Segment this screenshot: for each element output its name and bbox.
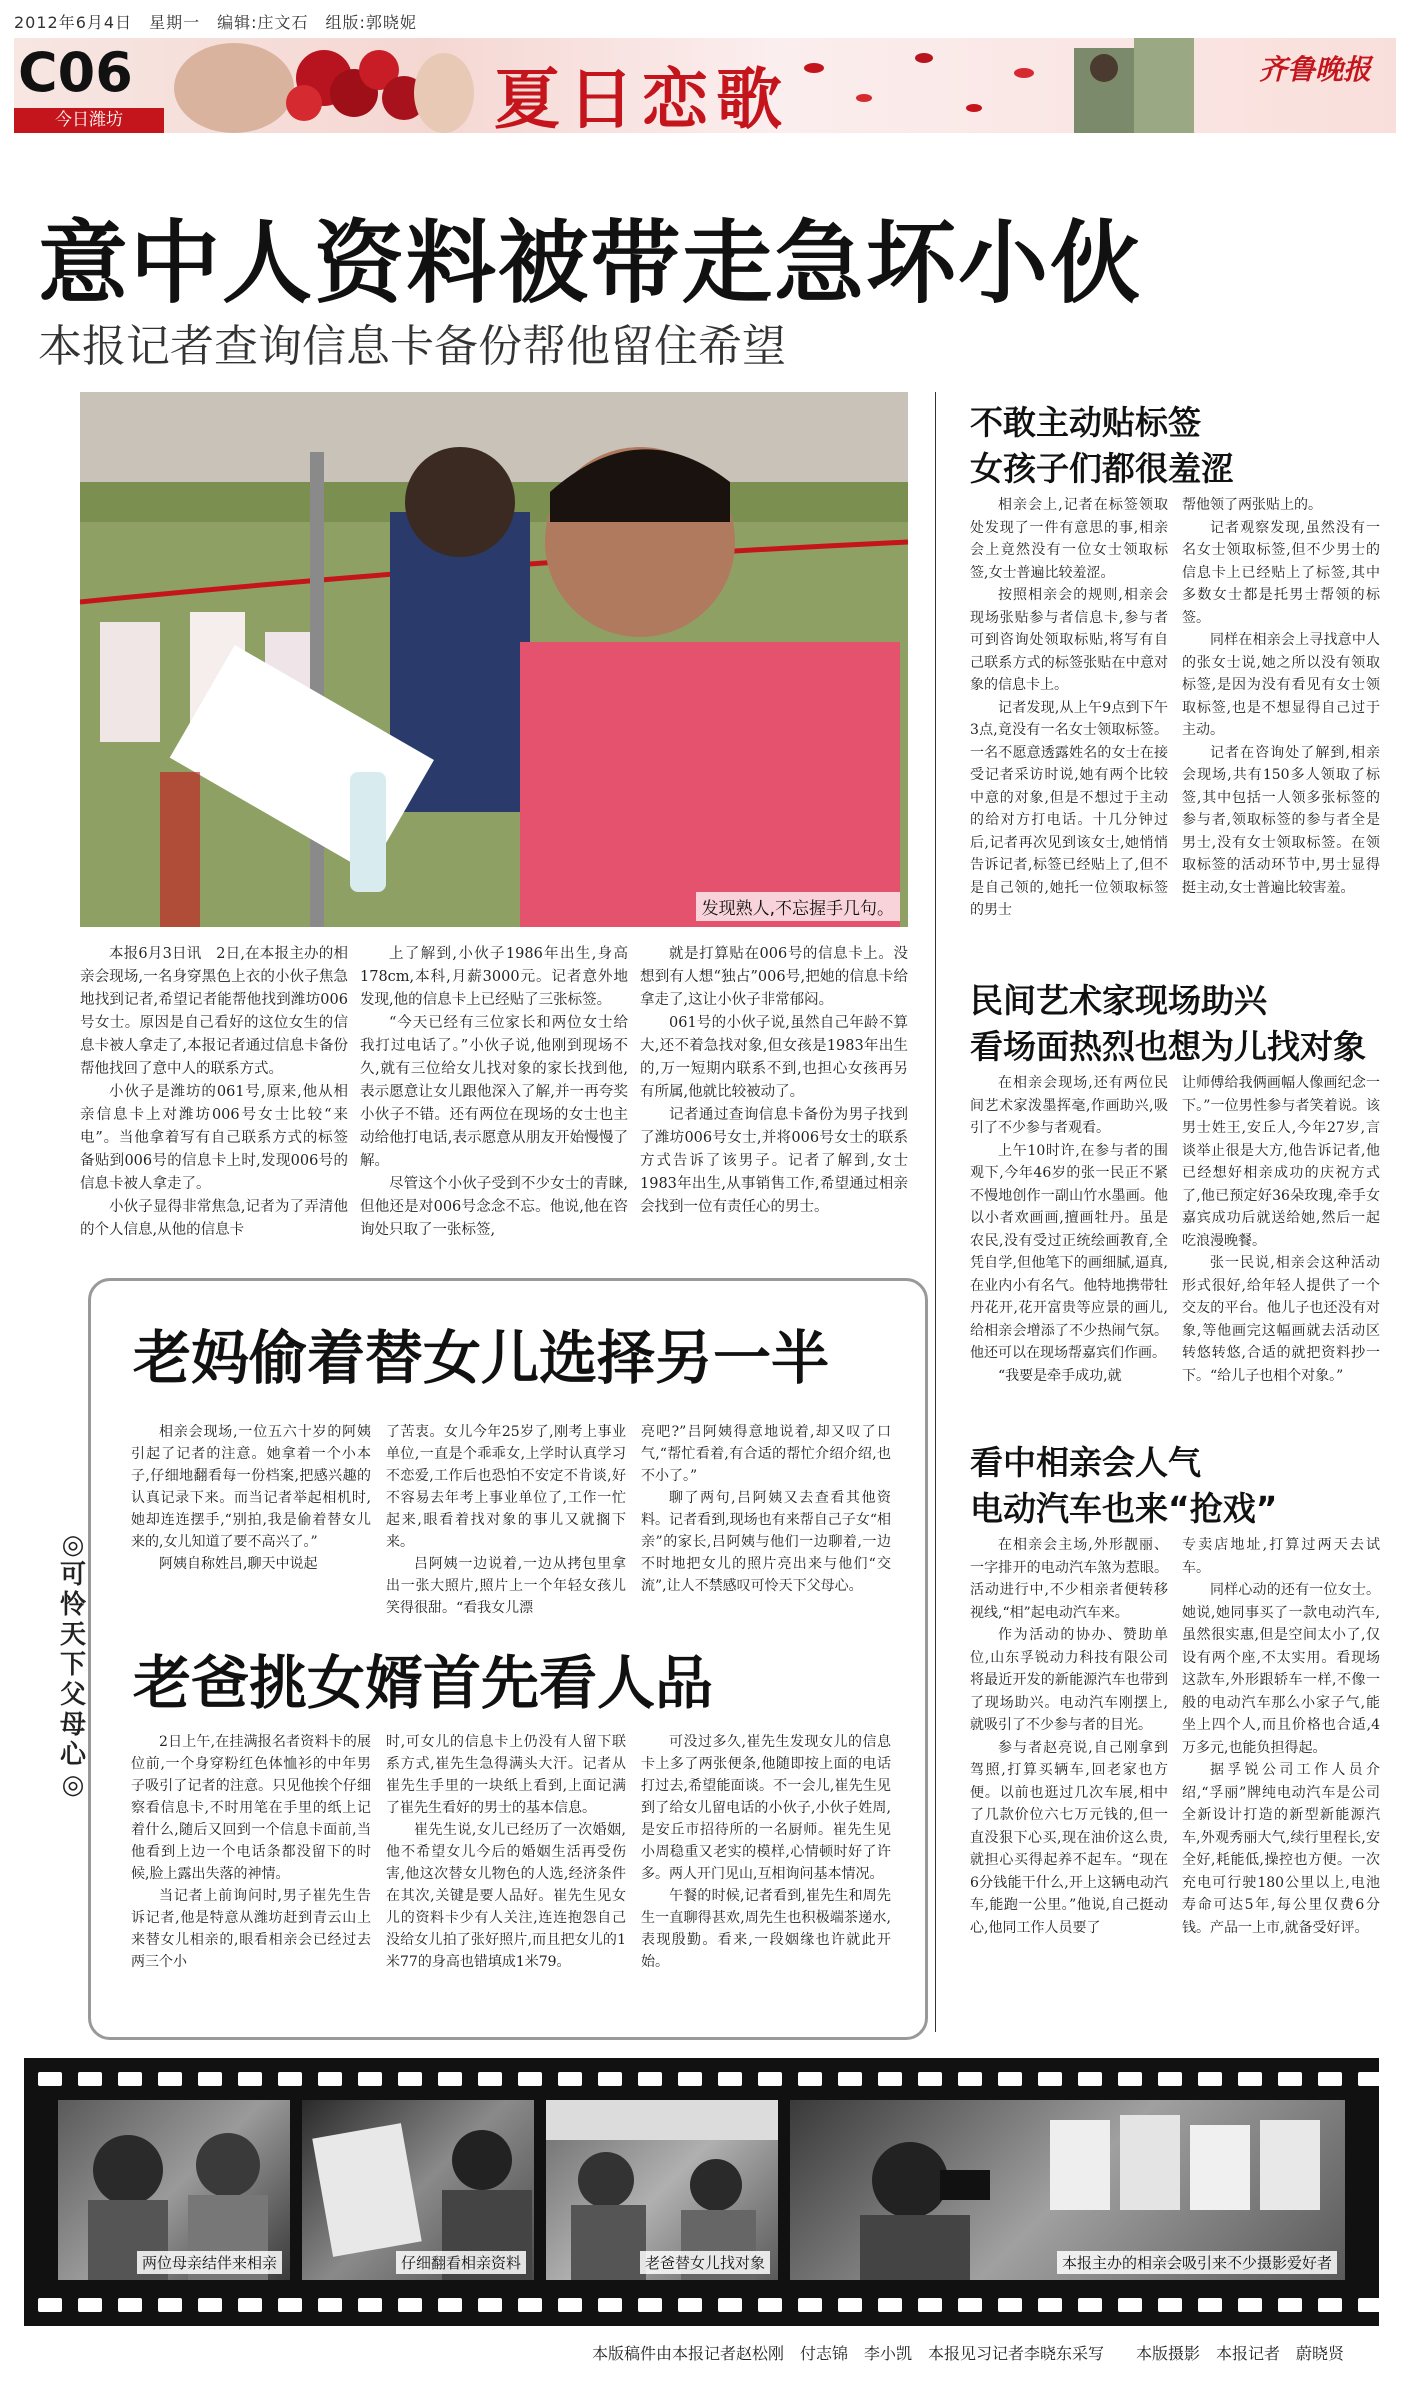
film-sprocket-hole [358, 2072, 382, 2086]
article-para: 记者通过查询信息卡备份为男子找到了潍坊006号女士,并将006号女士的联系方式告诉了该男子。记者了解到,女士1983年出生,从事销售工作,希望通过相亲会找到一位有责任心的男士。 [640, 1107, 908, 1215]
film-sprocket-hole [638, 2072, 662, 2086]
film-sprocket-hole [718, 2072, 742, 2086]
credits-line: 本版稿件由本报记者赵松刚 付志锦 李小凯 本报见习记者李晓东采写 本版摄影 本报记者 蔚晓贤 [592, 2344, 1345, 2363]
story-para: 同样心动的还有一位女士。她说,她同事买了一款电动汽车,虽然很实惠,但是空间太小了,仅设有两个座,不太实用。看现场这款车,外形跟轿车一样,不像一般的电动汽车那么小家子气,能坐上四个人,而且价格也合适,4万多元,也能负担得起。 [1182, 1582, 1380, 1756]
film-sprocket-hole [998, 2072, 1022, 2086]
box-para: 崔先生说,女儿已经历了一次婚姻,他不希望女儿今后的婚姻生活再受伤害,他这次替女儿物色的人选,经济条件在其次,关键是要人品好。崔先生见女儿的资料卡少有人关注,连连抱怨自己没给女儿拍了张好照片,而且把女儿的1米77的身高也错填成1米79。 [386, 1822, 626, 1970]
story-para: 按照相亲会的规则,相亲会现场张贴参与者信息卡,参与者可到咨询处领取标贴,将写有自己联系方式的标签张贴在中意对象的信息卡上。 [970, 587, 1168, 693]
film-sprocket-hole [158, 2298, 182, 2312]
film-sprocket-hole [318, 2298, 342, 2312]
main-headline: 意中人资料被带走急坏小伙 [38, 211, 1142, 316]
film-sprocket-hole [878, 2072, 902, 2086]
film-sprocket-hole [798, 2072, 822, 2086]
photo-filmstrip [24, 2058, 1379, 2326]
story-para: 记者在咨询处了解到,相亲会现场,共有150多人领取了标签,其中包括一人领多张标签的参与者,领取标签的参与者全是男士,没有女士领取标签。在领取标签的活动环节中,男士显得挺主动,女士普遍比较害羞。 [1182, 744, 1380, 896]
article-col-2 [360, 943, 628, 1242]
main-photo [80, 392, 908, 927]
film-sprocket-hole [598, 2072, 622, 2086]
film-sprocket-hole [678, 2072, 702, 2086]
story2-col-a [970, 1072, 1168, 1387]
film-sprocket-hole [1038, 2298, 1062, 2312]
film-sprocket-hole [918, 2298, 942, 2312]
photo-illustration [80, 392, 908, 927]
article-para: 061号的小伙子说,虽然自己年龄不算大,还不着急找对象,但女孩是1983年出生的,万一短期内联系不到,也担心女孩再另有所属,他就比较被动了。 [640, 1015, 908, 1100]
story-para: 同样在相亲会上寻找意中人的张女士说,她之所以没有领取标签,是因为没有看见有女士领取标签,也是不想显得自己过于主动。 [1182, 632, 1380, 738]
column-divider [935, 392, 936, 2032]
box2-col-3 [641, 1731, 891, 1973]
story-para: 帮他领了两张贴上的。 [1182, 497, 1322, 513]
parents-box [88, 1278, 928, 2040]
film-sprocket-hole [238, 2072, 262, 2086]
film-sprocket-hole [518, 2072, 542, 2086]
film-sprocket-hole [1038, 2072, 1062, 2086]
film-sprocket-hole [198, 2298, 222, 2312]
film-sprocket-hole [1198, 2298, 1222, 2312]
film-sprocket-hole [758, 2298, 782, 2312]
sub-headline: 本报记者查询信息卡备份帮他留住希望 [38, 321, 786, 372]
film-sprocket-hole [798, 2298, 822, 2312]
story-title: 不敢主动贴标签 [970, 403, 1201, 442]
story2-col-b [1182, 1072, 1380, 1387]
box-para: 了苦衷。女儿今年25岁了,刚考上事业单位,一直是个乖乖女,上学时认真学习不恋爱,工作后也恐怕不安定不肯谈,好不容易去年考上事业单位了,工作一忙起来,眼看着找对象的事儿又就搁下来。 [386, 1424, 626, 1550]
story-para: 参与者赵亮说,自己刚拿到驾照,打算买辆车,回老家也方便。以前也逛过几次车展,相中了几款价位六七万元钱的,但一直没狠下心买,现在油价这么贵,就担心买得起养不起车。“现在6分钱能干什么,开上这辆电动汽车,能跑一公里。”他说,自己挺动心,他同工作人员要了 [970, 1739, 1168, 1936]
story-title: 看中相亲会人气 [970, 1443, 1201, 1482]
film-photo-1 [58, 2100, 290, 2280]
box1-col-2 [386, 1421, 626, 1619]
page-number: C06 [18, 41, 133, 104]
story-para: 在相亲会主场,外形靓丽、一字排开的电动汽车煞为惹眼。活动进行中,不少相亲者便转移视线,“相”起电动汽车来。 [970, 1537, 1168, 1621]
page-banner [14, 38, 1396, 133]
film-sprocket-hole [558, 2072, 582, 2086]
story-para: 专卖店地址,打算过两天去试车。 [1182, 1537, 1380, 1576]
film-sprocket-hole [198, 2072, 222, 2086]
film-photo-3 [546, 2100, 778, 2280]
dateline: 2012年6月4日 星期一 编辑:庄文石 组版:郭晓妮 [14, 13, 417, 32]
film-sprocket-hole [1238, 2072, 1262, 2086]
article-para: 尽管这个小伙子受到不少女士的青睐,但他还是对006号念念不忘。他说,他在咨询处只取了一张标签, [360, 1176, 628, 1238]
film-caption: 两位母亲结伴来相亲 [137, 2251, 282, 2274]
film-sprocket-hole [958, 2298, 982, 2312]
film-sprocket-hole [1358, 2298, 1382, 2312]
box-para: 时,可女儿的信息卡上仍没有人留下联系方式,崔先生急得满头大汗。记者从崔先生手里的一块纸上看到,上面记满了崔先生看好的男士的基本信息。 [386, 1734, 626, 1816]
story-para: “我要是牵手成功,就 [998, 1367, 1122, 1384]
newspaper-brand: 齐鲁晚报 [1259, 53, 1372, 86]
film-sprocket-hole [1158, 2072, 1182, 2086]
photo-caption: 发现熟人,不忘握手几句。 [696, 892, 900, 921]
story-para: 让师傅给我俩画幅人像画纪念一下。”一位男性参与者笑着说。该男士姓王,安丘人,今年27岁,言谈举止很是大方,他告诉记者,他已经想好相亲成功的庆祝方式了,他已预定好36朵玫瑰,牵手女嘉宾成功后就送给她,然后一起吃浪漫晚餐。 [1182, 1075, 1380, 1249]
side-label: ◎可怜天下父母心◎ [59, 1530, 86, 1800]
film-sprocket-hole [1358, 2072, 1382, 2086]
story-para: 记者发现,从上午9点到下午3点,竟没有一名女士领取标签。一名不愿意透露姓名的女士在接受记者采访时说,她有两个比较中意的对象,但是不想过于主动的给对方打电话。十几分钟过后,记者再次见到该女士,她悄悄告诉记者,标签已经贴上了,但不是自己领的,她托一位领取标签的男士 [970, 699, 1168, 918]
film-sprocket-hole [78, 2072, 102, 2086]
film-sprocket-hole [398, 2298, 422, 2312]
film-caption: 仔细翻看相亲资料 [396, 2251, 526, 2274]
film-sprocket-hole [1118, 2072, 1142, 2086]
film-sprocket-hole [438, 2072, 462, 2086]
story-para: 张一民说,相亲会这种活动形式很好,给年轻人提供了一个交友的平台。他儿子也还没有对象,等他画完这幅画就去活动区转悠转悠,合适的就把资料抄一下。“给儿子也相个对象。” [1182, 1255, 1380, 1384]
film-sprocket-hole [518, 2298, 542, 2312]
film-sprocket-hole [838, 2298, 862, 2312]
film-sprocket-hole [718, 2298, 742, 2312]
film-sprocket-hole [1158, 2298, 1182, 2312]
story-title: 女孩子们都很羞涩 [970, 449, 1234, 488]
film-photo-2 [302, 2100, 534, 2280]
article-col-1 [80, 943, 348, 1242]
story1-col-a [970, 494, 1168, 922]
box-para: 午餐的时候,记者看到,崔先生和周先生一直聊得甚欢,周先生也积极端茶递水,表现殷勤。看来,一段姻缘也许就此开始。 [641, 1888, 891, 1970]
film-sprocket-hole [38, 2298, 62, 2312]
section-label: 今日潍坊 [14, 108, 164, 133]
article-para: 上了解到,小伙子1986年出生,身高178cm,本科,月薪3000元。记者意外地发现,他的信息卡上已经贴了三张标签。 [360, 946, 628, 1008]
film-sprocket-hole [158, 2072, 182, 2086]
film-sprocket-hole [478, 2072, 502, 2086]
article-col-3 [640, 943, 908, 1219]
box-para: 可没过多久,崔先生发现女儿的信息卡上多了两张便条,他随即按上面的电话打过去,希望能面谈。不一会儿,崔先生见到了给女儿留电话的小伙子,小伙子姓周,是安丘市招待所的一名厨师。崔先生见小周稳重又老实的模样,心情顿时好了许多。两人开门见山,互相询问基本情况。 [641, 1734, 891, 1882]
article-para: 小伙子是潍坊的061号,原来,他从相亲信息卡上对潍坊006号女士比较“来电”。当他拿着写有自己联系方式的标签备贴到006号的信息卡上时,发现006号的信息卡被人拿走了。 [80, 1084, 348, 1192]
article-para: 就是打算贴在006号的信息卡上。没想到有人想“独占”006号,把她的信息卡给拿走了,这让小伙子非常郁闷。 [640, 946, 908, 1008]
article-para: 本报6月3日讯 2日,在本报主办的相亲会现场,一名身穿黑色上衣的小伙子焦急地找到记者,希望记者能帮他找到潍坊006号女士。原因是自己看好的这位女生的信息卡被人拿走了,本报记者通过信息卡备份帮他找回了意中人的联系方式。 [80, 946, 348, 1077]
film-sprocket-hole [1118, 2298, 1142, 2312]
film-sprocket-hole [918, 2072, 942, 2086]
film-sprocket-hole [438, 2298, 462, 2312]
film-caption: 老爸替女儿找对象 [640, 2251, 770, 2274]
story-title: 民间艺术家现场助兴 [970, 981, 1267, 1020]
film-sprocket-hole [1238, 2298, 1262, 2312]
film-sprocket-hole [1278, 2298, 1302, 2312]
box-para: 相亲会现场,一位五六十岁的阿姨引起了记者的注意。她拿着一个小本子,仔细地翻看每一份档案,把感兴趣的认真记录下来。而当记者举起相机时,她却连连摆手,“别拍,我是偷着替女儿来的,女儿知道了要不高兴了。” [131, 1424, 371, 1550]
box-para: 亮吧?”吕阿姨得意地说着,却又叹了口气,“帮忙看着,有合适的帮忙介绍介绍,也不小了。” [641, 1424, 891, 1484]
film-sprocket-hole [758, 2072, 782, 2086]
banner-title: 夏日恋歌 [494, 61, 790, 133]
film-sprocket-hole [638, 2298, 662, 2312]
story3-col-a [970, 1534, 1168, 1939]
film-sprocket-hole [398, 2072, 422, 2086]
box1-col-3 [641, 1421, 891, 1597]
box-para: 2日上午,在挂满报名者资料卡的展位前,一个身穿粉红色体恤衫的中年男子吸引了记者的注意。只见他挨个仔细察看信息卡,不时用笔在手里的纸上记着什么,随后又回到一个信息卡面前,当他看到上边一个电话条都没留下的时候,脸上露出失落的神情。 [131, 1734, 371, 1882]
film-sprocket-hole [38, 2072, 62, 2086]
box-para: 聊了两句,吕阿姨又去查看其他资料。记者看到,现场也有来帮自己子女“相亲”的家长,吕阿姨与他们一边聊着,一边不时地把女儿的照片亮出来与他们“交流”,让人不禁感叹可怜天下父母心。 [641, 1490, 891, 1594]
roses-decoration [174, 38, 474, 133]
film-sprocket-hole [558, 2298, 582, 2312]
film-sprocket-hole [1318, 2072, 1342, 2086]
film-sprocket-hole [278, 2298, 302, 2312]
film-sprocket-hole [118, 2298, 142, 2312]
story-para: 据孚锐公司工作人员介绍,“孚丽”牌纯电动汽车是公司全新设计打造的新型新能源汽车,外观秀丽大气,续行里程长,安全好,耗能低,操控也方便。一次充电可行驶180公里以上,电池寿命可达5年,每公里仅费6分钱。产品一上市,就备受好评。 [1182, 1762, 1380, 1936]
box-para: 当记者上前询问时,男子崔先生告诉记者,他是特意从潍坊赶到青云山上来替女儿相亲的,眼看相亲会已经过去两三个小 [131, 1888, 371, 1970]
story1-col-b [1182, 494, 1380, 899]
film-sprocket-hole [838, 2072, 862, 2086]
box-story-title: 老妈偷着替女儿选择另一半 [133, 1324, 830, 1392]
film-sprocket-hole [78, 2298, 102, 2312]
box-para: 阿姨自称姓吕,聊天中说起 [159, 1556, 318, 1572]
film-sprocket-hole [1318, 2298, 1342, 2312]
film-caption: 本报主办的相亲会吸引来不少摄影爱好者 [1057, 2251, 1337, 2274]
film-sprocket-hole [358, 2298, 382, 2312]
film-sprocket-hole [238, 2298, 262, 2312]
petals-decoration [774, 38, 1194, 133]
film-sprocket-hole [1198, 2072, 1222, 2086]
article-para: “今天已经有三位家长和两位女士给我打过电话了。”小伙子说,他刚到现场不久,就有三位给女儿找对象的家长找到他,表示愿意让女儿跟他深入了解,并一再夸奖小伙子不错。还有两位在现场的女士也主动给他打电话,表示愿意从朋友开始慢慢了解。 [360, 1015, 628, 1169]
film-photo-4 [790, 2100, 1345, 2280]
film-sprocket-hole [478, 2298, 502, 2312]
film-sprocket-hole [958, 2072, 982, 2086]
box-para: 吕阿姨一边说着,一边从拷包里拿出一张大照片,照片上一个年轻女孩儿笑得很甜。“看我女儿漂 [386, 1556, 626, 1616]
story-para: 记者观察发现,虽然没有一名女士领取标签,但不少男士的信息卡上已经贴上了标签,其中多数女士都是托男士帮领的标签。 [1182, 519, 1380, 626]
story-para: 相亲会上,记者在标签领取处发现了一件有意思的事,相亲会上竟然没有一位女士领取标签,女士普遍比较羞涩。 [970, 497, 1168, 581]
story-para: 作为活动的协办、赞助单位,山东孚锐动力科技有限公司将最近开发的新能源汽车也带到了现场助兴。电动汽车刚摆上,就吸引了不少参与者的目光。 [970, 1627, 1168, 1733]
story3-col-b [1182, 1534, 1380, 1939]
box2-col-1 [131, 1731, 371, 1973]
film-sprocket-hole [278, 2072, 302, 2086]
story-title: 看场面热烈也想为儿找对象 [970, 1027, 1366, 1066]
film-sprocket-hole [998, 2298, 1022, 2312]
film-sprocket-hole [598, 2298, 622, 2312]
story-title: 电动汽车也来“抢戏” [970, 1489, 1278, 1528]
film-sprocket-hole [1078, 2298, 1102, 2312]
film-sprocket-hole [1278, 2072, 1302, 2086]
article-para: 小伙子显得非常焦急,记者为了弄清他的个人信息,从他的信息卡 [80, 1199, 348, 1238]
film-sprocket-hole [878, 2298, 902, 2312]
film-sprocket-hole [678, 2298, 702, 2312]
story-para: 在相亲会现场,还有两位民间艺术家泼墨挥毫,作画助兴,吸引了不少参与者观看。 [970, 1075, 1168, 1136]
film-sprocket-hole [318, 2072, 342, 2086]
film-sprocket-hole [1078, 2072, 1102, 2086]
box2-col-2 [386, 1731, 626, 1973]
box-story-title: 老爸挑女婿首先看人品 [133, 1649, 714, 1717]
film-sprocket-hole [118, 2072, 142, 2086]
box1-col-1 [131, 1421, 371, 1575]
story-para: 上午10时许,在参与者的围观下,今年46岁的张一民正不紧不慢地创作一副山竹水墨画。他以小者欢画画,擅画牡丹。虽是农民,没有受过正统绘画教育,全凭自学,但他笔下的画细腻,逼真,在业内小有名气。他特地携带牡丹花开,花开富贵等应景的画儿,给相亲会增添了不少热闹气氛。他还可以在现场帮嘉宾们作画。 [970, 1142, 1168, 1361]
